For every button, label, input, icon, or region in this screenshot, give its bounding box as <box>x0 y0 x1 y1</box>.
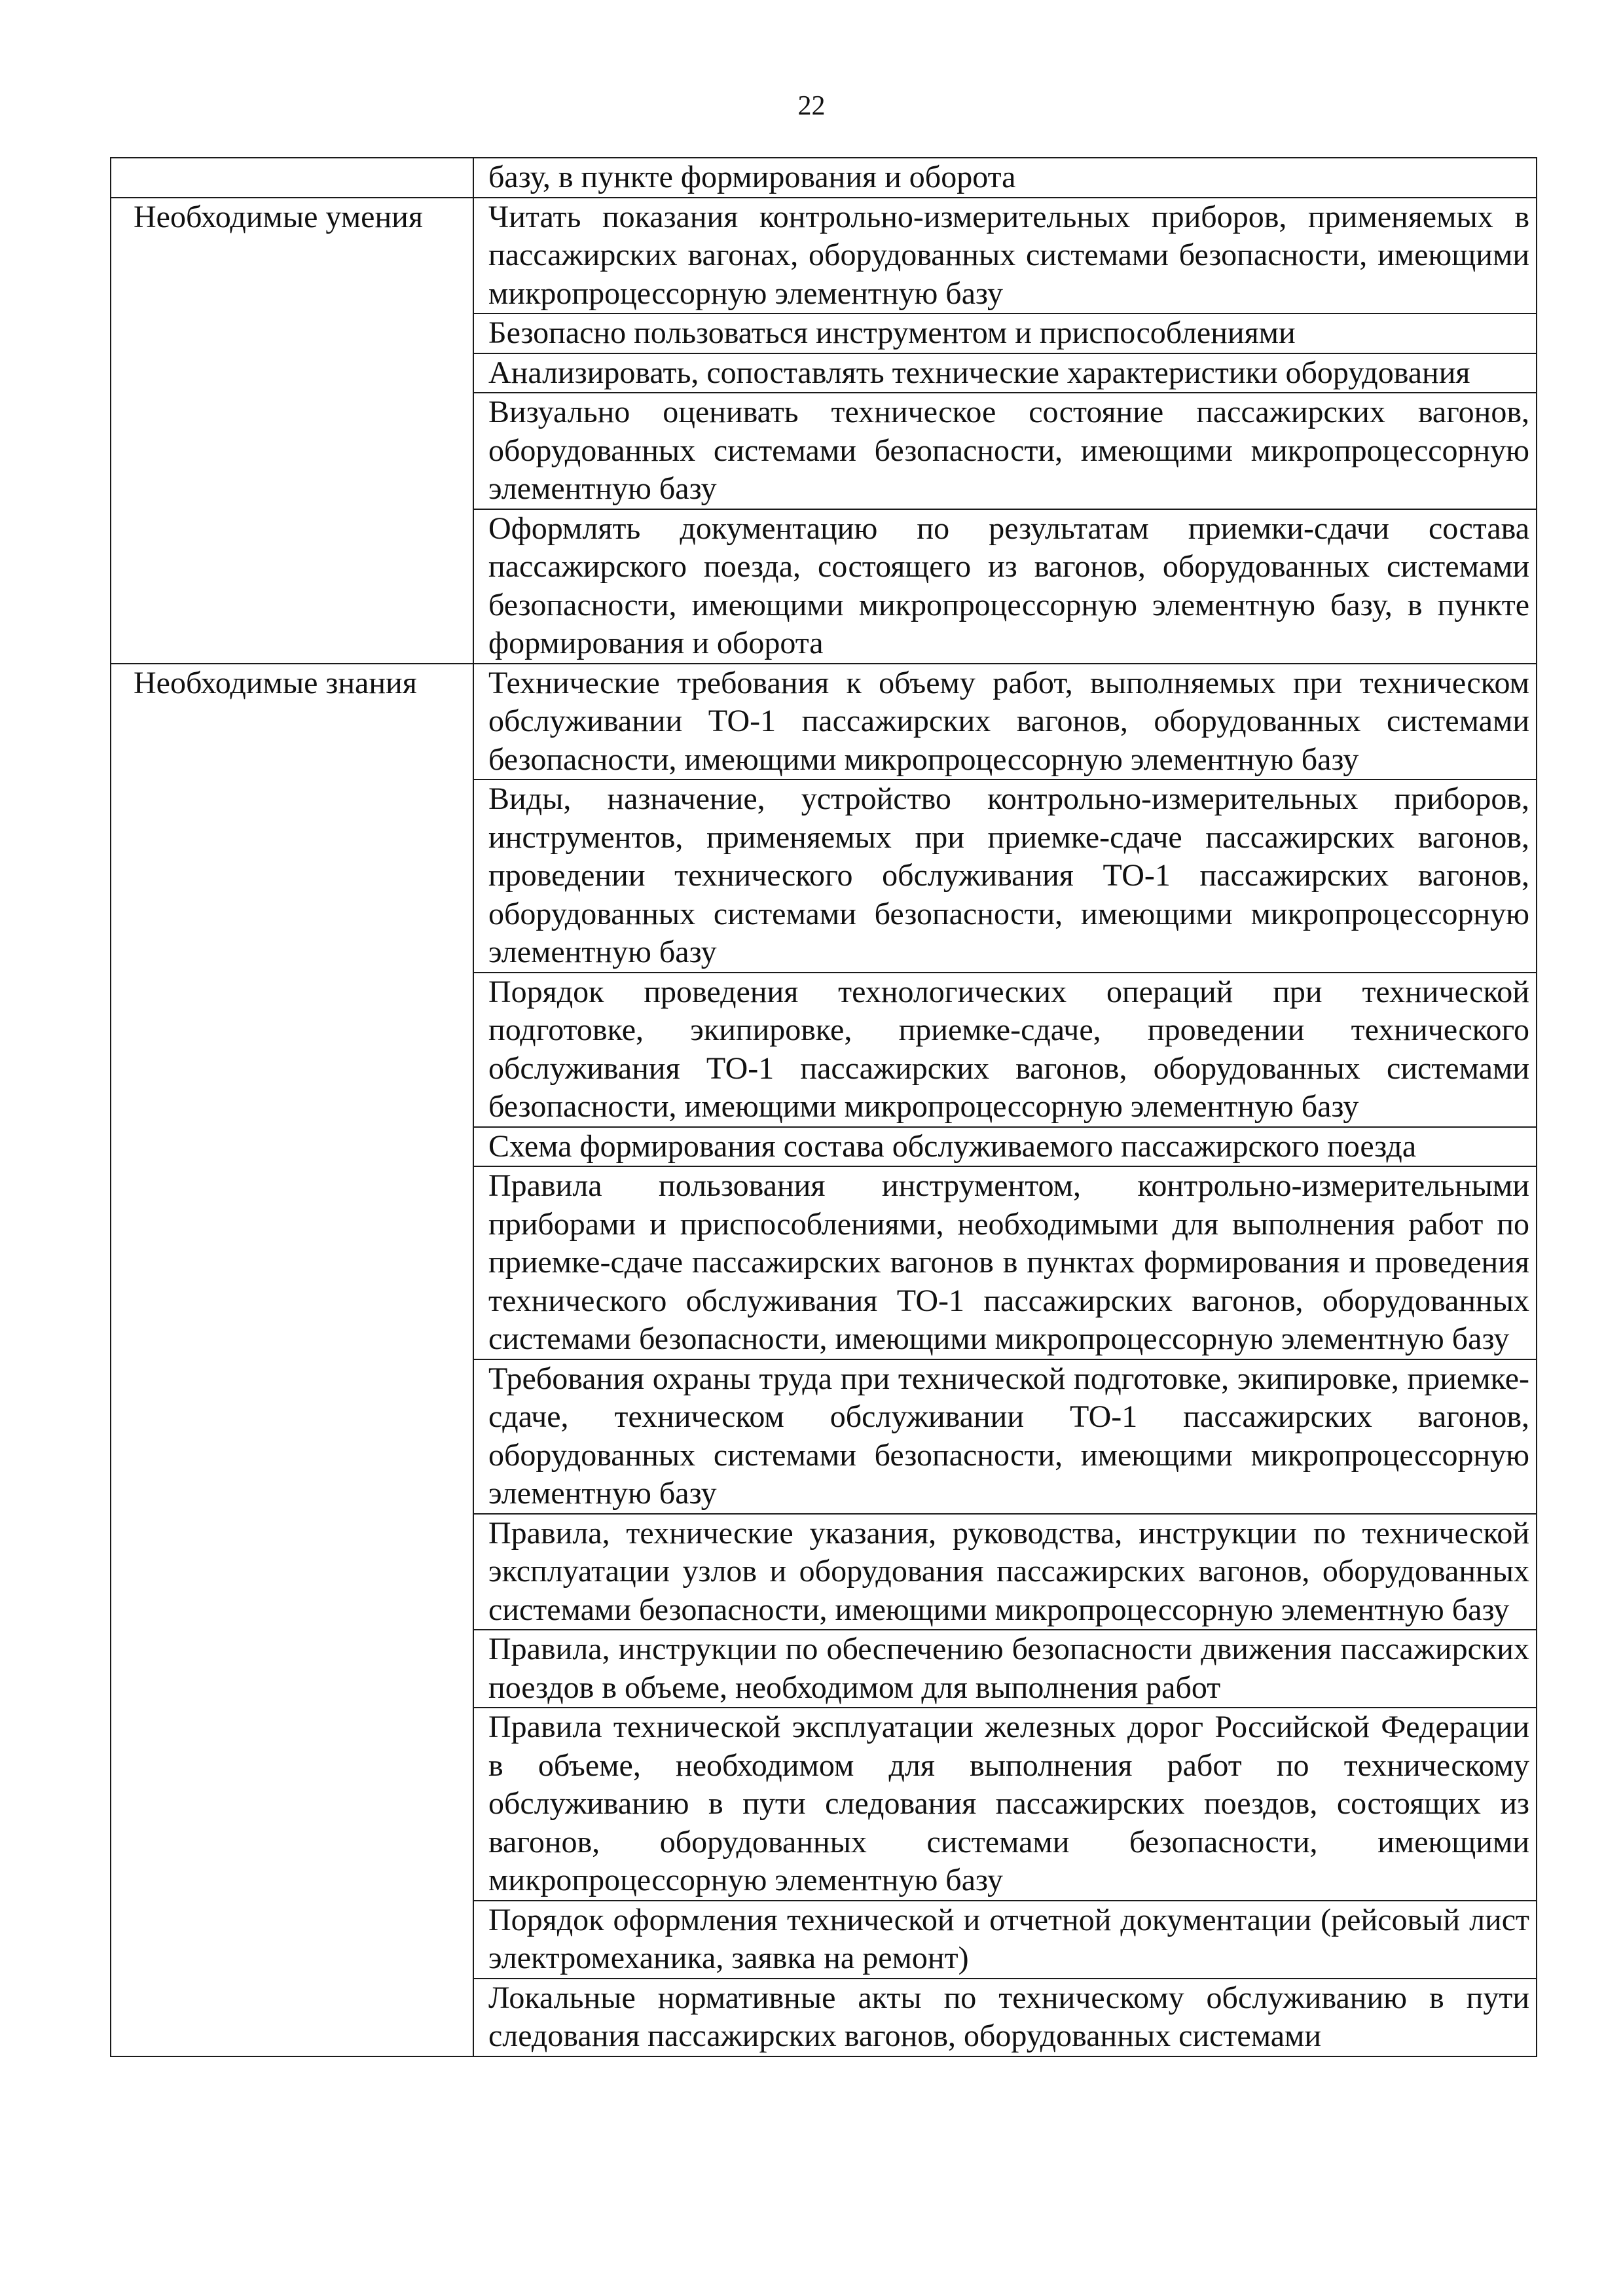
qualification-table <box>110 157 1537 2057</box>
item-cell: Локальные нормативные акты по техническому обслуживанию в пути следования пассажирских вагонов, оборудованных системами <box>473 1979 1537 2056</box>
table-row <box>111 158 1537 198</box>
item-cell: Правила пользования инструментом, контрольно-измерительными приборами и приспособлениями, необходимыми для выполнения работ по приемке-сдаче пассажирских вагонов в пунктах формирования и проведения технического обслуживания ТО-1 пассажирских вагонов, оборудованных системами безопасности, имеющими микропроцессорную элементную базу <box>473 1166 1537 1359</box>
table-row <box>111 664 1537 780</box>
item-cell: Анализировать, сопоставлять технические характеристики оборудования <box>473 353 1537 393</box>
item-cell: Порядок оформления технической и отчетной документации (рейсовый лист электромеханика, заявка на ремонт) <box>473 1901 1537 1979</box>
section-label-knowledge: Необходимые знания <box>111 664 473 2056</box>
item-cell: базу, в пункте формирования и оборота <box>473 158 1537 198</box>
item-cell: Порядок проведения технологических операций при технической подготовке, экипировке, приемке-сдаче, проведении технического обслуживания ТО-1 пассажирских вагонов, оборудованных системами безопасности, имеющими микропроцессорную элементную базу <box>473 973 1537 1127</box>
table-row <box>111 198 1537 314</box>
section-label-skills: Необходимые умения <box>111 198 473 664</box>
item-cell: Правила технической эксплуатации железных дорог Российской Федерации в объеме, необходимом для выполнения работ по техническому обслуживанию в пути следования пассажирских поездов, состоящих из вагонов, оборудованных системами безопасности, имеющими микропроцессорную элементную базу <box>473 1708 1537 1901</box>
item-cell: Читать показания контрольно-измерительных приборов, применяемых в пассажирских вагонах, оборудованных системами безопасности, имеющими микропроцессорную элементную базу <box>473 198 1537 314</box>
section-label-empty <box>111 158 473 198</box>
item-cell: Технические требования к объему работ, выполняемых при техническом обслуживании ТО-1 пассажирских вагонов, оборудованных системами безопасности, имеющими микропроцессорную элементную базу <box>473 664 1537 780</box>
page-number: 22 <box>797 91 826 121</box>
item-cell: Схема формирования состава обслуживаемого пассажирского поезда <box>473 1127 1537 1167</box>
item-cell: Правила, инструкции по обеспечению безопасности движения пассажирских поездов в объеме, необходимом для выполнения работ <box>473 1630 1537 1708</box>
item-cell: Виды, назначение, устройство контрольно-измерительных приборов, инструментов, применяемых при приемке-сдаче пассажирских вагонов, проведении технического обслуживания ТО-1 пассажирских вагонов, оборудованных системами безопасности, имеющими микропроцессорную элементную базу <box>473 780 1537 973</box>
item-cell: Визуально оценивать техническое состояние пассажирских вагонов, оборудованных системами безопасности, имеющими микропроцессорную элементную базу <box>473 393 1537 509</box>
item-cell: Требования охраны труда при технической подготовке, экипировке, приемке-сдаче, техническом обслуживании ТО-1 пассажирских вагонов, оборудованных системами безопасности, имеющими микропроцессорную элементную базу <box>473 1359 1537 1514</box>
item-cell: Безопасно пользоваться инструментом и приспособлениями <box>473 314 1537 353</box>
item-cell: Правила, технические указания, руководства, инструкции по технической эксплуатации узлов и оборудования пассажирских вагонов, оборудованных системами безопасности, имеющими микропроцессорную элементную базу <box>473 1514 1537 1630</box>
item-cell: Оформлять документацию по результатам приемки-сдачи состава пассажирского поезда, состоящего из вагонов, оборудованных системами безопасности, имеющими микропроцессорную элементную базу, в пункте формирования и оборота <box>473 509 1537 664</box>
